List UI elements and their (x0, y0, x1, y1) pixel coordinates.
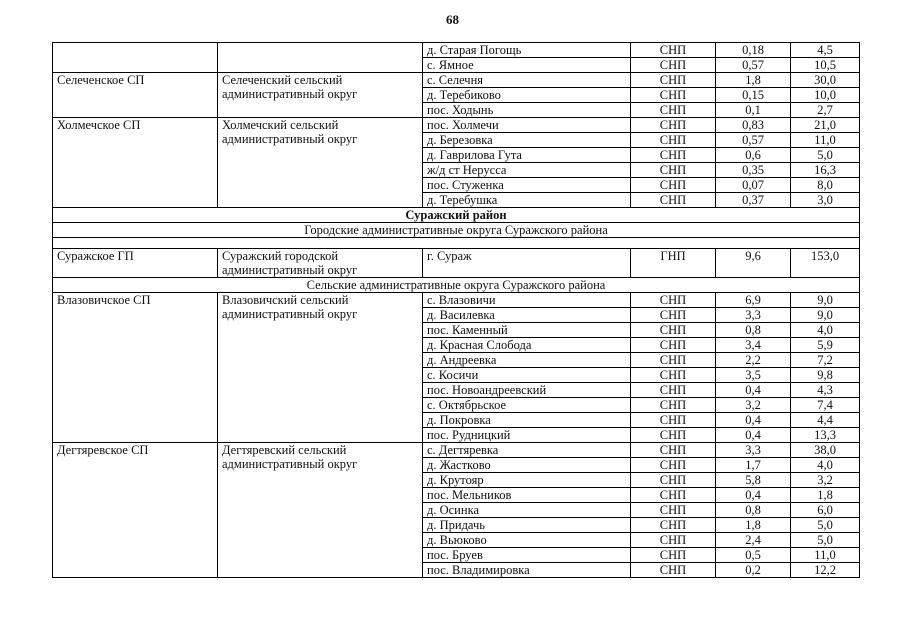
place-name-cell: с. Селечня (423, 73, 631, 88)
category-cell: СНП (631, 178, 716, 193)
table-row (53, 73, 860, 88)
page-number: 68 (446, 12, 459, 27)
value-cell: 4,4 (791, 413, 860, 428)
category-cell: СНП (631, 73, 716, 88)
value-cell: 10,0 (791, 88, 860, 103)
place-name-cell: с. Влазовичи (423, 293, 631, 308)
area-cell: 0,35 (716, 163, 791, 178)
spacer-cell (53, 238, 860, 249)
category-cell: СНП (631, 308, 716, 323)
value-cell: 6,0 (791, 503, 860, 518)
district-cell: Селеченский сельский административный округ (218, 73, 423, 118)
place-name-cell: пос. Мельников (423, 488, 631, 503)
category-cell: СНП (631, 193, 716, 208)
category-cell: СНП (631, 323, 716, 338)
place-name-cell: д. Андреевка (423, 353, 631, 368)
area-cell: 0,8 (716, 503, 791, 518)
area-cell: 6,9 (716, 293, 791, 308)
value-cell: 4,5 (791, 43, 860, 58)
value-cell: 7,4 (791, 398, 860, 413)
value-cell: 3,2 (791, 473, 860, 488)
area-cell: 1,7 (716, 458, 791, 473)
area-cell: 0,2 (716, 563, 791, 578)
value-cell: 1,8 (791, 488, 860, 503)
value-cell: 12,2 (791, 563, 860, 578)
category-cell: СНП (631, 518, 716, 533)
category-cell: СНП (631, 488, 716, 503)
table-row (53, 293, 860, 308)
district-title: Суражский район (53, 208, 860, 223)
value-cell: 5,0 (791, 518, 860, 533)
area-cell: 0,15 (716, 88, 791, 103)
urban-header-row (53, 223, 860, 238)
category-cell: СНП (631, 563, 716, 578)
value-cell: 9,8 (791, 368, 860, 383)
place-name-cell: пос. Холмечи (423, 118, 631, 133)
place-name-cell: пос. Стуженка (423, 178, 631, 193)
urban-header: Городские административные округа Суражского района (53, 223, 860, 238)
area-cell: 0,6 (716, 148, 791, 163)
category-cell: СНП (631, 458, 716, 473)
category-cell: СНП (631, 398, 716, 413)
place-name-cell: г. Сураж (423, 249, 631, 278)
area-cell: 2,4 (716, 533, 791, 548)
value-cell: 10,5 (791, 58, 860, 73)
place-name-cell: с. Октябрьское (423, 398, 631, 413)
area-cell: 0,4 (716, 488, 791, 503)
area-cell: 0,1 (716, 103, 791, 118)
place-name-cell: с. Ямное (423, 58, 631, 73)
value-cell: 38,0 (791, 443, 860, 458)
place-name-cell: д. Красная Слобода (423, 338, 631, 353)
area-cell: 0,18 (716, 43, 791, 58)
category-cell: СНП (631, 163, 716, 178)
category-cell: СНП (631, 88, 716, 103)
value-cell: 4,0 (791, 323, 860, 338)
area-cell: 3,3 (716, 443, 791, 458)
area-cell: 0,83 (716, 118, 791, 133)
category-cell: СНП (631, 383, 716, 398)
place-name-cell: д. Старая Погощь (423, 43, 631, 58)
category-cell: СНП (631, 293, 716, 308)
place-name-cell: пос. Бруев (423, 548, 631, 563)
place-name-cell: ж/д ст Нерусса (423, 163, 631, 178)
rural-header: Сельские административные округа Суражского района (53, 278, 860, 293)
area-cell: 0,4 (716, 428, 791, 443)
value-cell: 3,0 (791, 193, 860, 208)
place-name-cell: д. Придачь (423, 518, 631, 533)
category-cell: СНП (631, 443, 716, 458)
area-cell: 3,3 (716, 308, 791, 323)
value-cell: 13,3 (791, 428, 860, 443)
spacer-row (53, 238, 860, 249)
district-cell: Влазовичский сельский административный округ (218, 293, 423, 443)
table-row (53, 43, 860, 58)
table-row (53, 118, 860, 133)
area-cell: 5,8 (716, 473, 791, 488)
settlement-cell: Влазовичское СП (53, 293, 218, 443)
value-cell: 21,0 (791, 118, 860, 133)
place-name-cell: пос. Новоандреевский (423, 383, 631, 398)
category-cell: СНП (631, 133, 716, 148)
place-name-cell: д. Березовка (423, 133, 631, 148)
place-name-cell: д. Жастково (423, 458, 631, 473)
area-cell: 1,8 (716, 518, 791, 533)
rural-header-row (53, 278, 860, 293)
district-cell: Холмечский сельский административный округ (218, 118, 423, 208)
area-cell: 0,07 (716, 178, 791, 193)
value-cell: 5,9 (791, 338, 860, 353)
category-cell: СНП (631, 413, 716, 428)
place-name-cell: пос. Ходынь (423, 103, 631, 118)
area-cell: 0,4 (716, 383, 791, 398)
value-cell: 16,3 (791, 163, 860, 178)
area-cell: 0,8 (716, 323, 791, 338)
area-cell: 0,37 (716, 193, 791, 208)
value-cell: 11,0 (791, 133, 860, 148)
place-name-cell: д. Покровка (423, 413, 631, 428)
area-cell: 3,2 (716, 398, 791, 413)
category-cell: СНП (631, 548, 716, 563)
area-cell: 3,5 (716, 368, 791, 383)
value-cell: 5,0 (791, 533, 860, 548)
place-name-cell: д. Теребиково (423, 88, 631, 103)
place-name-cell: д. Теребушка (423, 193, 631, 208)
settlement-cell: Дегтяревское СП (53, 443, 218, 578)
value-cell: 11,0 (791, 548, 860, 563)
table-row (53, 443, 860, 458)
category-cell: СНП (631, 43, 716, 58)
category-cell: СНП (631, 103, 716, 118)
place-name-cell: д. Василевка (423, 308, 631, 323)
value-cell: 2,7 (791, 103, 860, 118)
category-cell: СНП (631, 368, 716, 383)
area-cell: 0,5 (716, 548, 791, 563)
place-name-cell: пос. Каменный (423, 323, 631, 338)
value-cell: 9,0 (791, 308, 860, 323)
area-cell: 0,57 (716, 133, 791, 148)
table-row (53, 249, 860, 278)
district-cell (218, 43, 423, 73)
category-cell: СНП (631, 428, 716, 443)
district-title-row (53, 208, 860, 223)
settlement-cell: Селеченское СП (53, 73, 218, 118)
category-cell: СНП (631, 338, 716, 353)
place-name-cell: с. Косичи (423, 368, 631, 383)
district-cell: Суражский городской административный округ (218, 249, 423, 278)
category-cell: СНП (631, 353, 716, 368)
place-name-cell: д. Осинка (423, 503, 631, 518)
place-name-cell: д. Крутояр (423, 473, 631, 488)
area-cell: 0,57 (716, 58, 791, 73)
value-cell: 4,3 (791, 383, 860, 398)
category-cell: СНП (631, 503, 716, 518)
area-cell: 2,2 (716, 353, 791, 368)
value-cell: 5,0 (791, 148, 860, 163)
district-cell: Дегтяревский сельский административный округ (218, 443, 423, 578)
value-cell: 7,2 (791, 353, 860, 368)
place-name-cell: пос. Рудницкий (423, 428, 631, 443)
place-name-cell: пос. Владимировка (423, 563, 631, 578)
value-cell: 153,0 (791, 249, 860, 278)
category-cell: СНП (631, 533, 716, 548)
value-cell: 9,0 (791, 293, 860, 308)
value-cell: 30,0 (791, 73, 860, 88)
area-cell: 9,6 (716, 249, 791, 278)
place-name-cell: д. Вьюково (423, 533, 631, 548)
settlement-cell: Суражское ГП (53, 249, 218, 278)
area-cell: 1,8 (716, 73, 791, 88)
category-cell: СНП (631, 58, 716, 73)
area-cell: 3,4 (716, 338, 791, 353)
category-cell: СНП (631, 473, 716, 488)
value-cell: 8,0 (791, 178, 860, 193)
settlement-cell: Холмечское СП (53, 118, 218, 208)
area-cell: 0,4 (716, 413, 791, 428)
settlements-table (52, 42, 860, 578)
place-name-cell: с. Дегтяревка (423, 443, 631, 458)
value-cell: 4,0 (791, 458, 860, 473)
settlement-cell (53, 43, 218, 73)
category-cell: СНП (631, 118, 716, 133)
place-name-cell: д. Гаврилова Гута (423, 148, 631, 163)
category-cell: СНП (631, 148, 716, 163)
category-cell: ГНП (631, 249, 716, 278)
